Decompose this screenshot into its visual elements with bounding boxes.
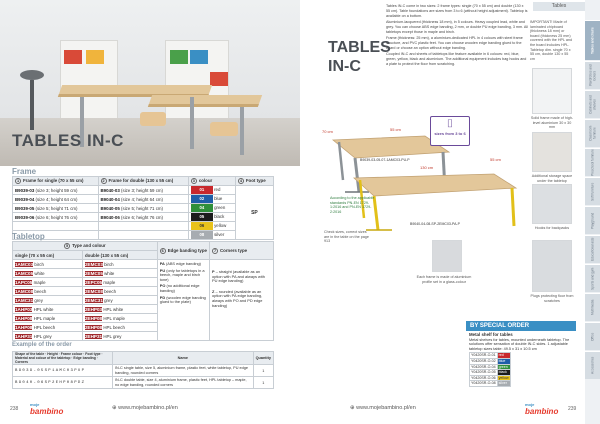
special-order-row: Y0420SR-O-06 yellow: [471, 375, 509, 380]
side-caption-2: Solid frame made of high-level aluminium 30 x 30 mm: [530, 116, 574, 130]
order-section-title: Example of the order: [12, 342, 72, 348]
bambino-logo-right[interactable]: moje bambino: [525, 402, 559, 416]
tabletop-row: 1AHP03 HPL white 2EHP03 HPL white: [13, 305, 274, 314]
photo-title: TABLES IN-C: [12, 131, 124, 150]
frame-row: B9039-03 (size 3; height 59 cm) B9040-03 (size 3; height 59 cm) 01 red SP: [13, 186, 274, 195]
single-table-code: B9039-03-05-07-1AMC03-PU-P: [360, 158, 410, 162]
special-order-product: Metal shelf for tables: [469, 332, 513, 337]
footer-url-right[interactable]: ⊕ www.mojebambino.pl/en: [350, 405, 416, 411]
tab-educational-aids[interactable]: Educational aids: [585, 235, 600, 263]
dimension-depth: 55 cm: [390, 127, 401, 132]
tabletop-row: 1AMC31 grey 2EMC31 grey: [13, 296, 274, 305]
profile-photo: [532, 68, 572, 114]
special-order-title: BY SPECIAL ORDER: [466, 321, 576, 331]
section-label: Tables: [533, 2, 585, 11]
special-order-row: Y0420SR-O-05 black: [470, 370, 511, 376]
special-order-row: Y0420SR-O-04 green: [470, 364, 511, 370]
tab-sports[interactable]: Sports and gym: [585, 264, 600, 292]
tab-accessories[interactable]: Accessories: [585, 351, 600, 379]
page-number-left: 238: [10, 406, 19, 412]
tabletop-row: 1AMC05 white 2EMC05 white: [13, 269, 274, 278]
bambino-logo[interactable]: moje bambino: [30, 402, 64, 416]
storage-photo: [532, 132, 572, 172]
page-title: TABLES IN-C: [328, 39, 391, 75]
category-tabs: [585, 0, 600, 424]
frame-profile-image: [432, 240, 462, 272]
special-order-box: [466, 321, 576, 401]
globe-icon: ⊕: [350, 405, 355, 411]
dimension-double-width: 130 cm: [420, 165, 434, 170]
tabletop-table: 5 Type and colour 6 Edge banding type 7 Corners type single (70 x 55 cm) double (130 x 55 cm) 1AMC03 birch 2EMC03 birch PA (ABS edge banding) PU (only for tabletops in a beech, maple and birch tone) PO (no additional edge banding) PD (wooden edge banding glued to the plate) P – straight (available as an option with PA and always with PU edge banding) Z – rounded (available as an option with PA edge banding, always with PO and PD edge banding) 1AMC05 white 2EMC05 white 1APC05 maple 2EPC05 maple 1AMC08 beech 2EMC08 beech 1AMC31 grey 2EMC31 grey 1AHP03 HPL white 2EHP03 HPL white 1AHP08 HPL maple 2EHP08 HPL maple 1AHP08 HPL beech 2EHP08 HPL beech 1AHP31 HPL grey 2EHP31 HPL grey: [12, 241, 274, 341]
standards-note: According to the applicable standards PN-EN 1729-1:2016 and PN-EN 1729-2:2016: [330, 196, 375, 214]
tab-tables-and-chairs[interactable]: Tables and chairs: [585, 20, 600, 60]
foot-type: SP: [235, 186, 273, 240]
size-badge: ⌷ sizes from 3 to 6: [430, 116, 470, 146]
side-caption-1: IMPORTANT! Made of laminated chipboard (thickness 18 mm) or board (thickness 25 mm) covered with the HPL and the board includes HPL. Tabletop dim. single 70 x 55 cm, double 130 x 55 cm: [530, 20, 573, 61]
tab-classroom[interactable]: Classroom furniture: [585, 119, 600, 147]
dimension-single-width: 70 cm: [322, 129, 333, 134]
frame-table: 1 Frame for single (70 x 55 cm) 2 Frame for double (130 x 55 cm) 3 colour 4 Foot type B9039-03 (size 3; height 59 cm) B9040-03 (size 3; height 59 cm) 01 red SP B9039-04 (size 4; height 64 cm) B9040-04 (size 4; height 64 cm) 02 blue B9039-05 (size 5; height 71 cm) B9040-05 (size 5; height 71 cm) 04 green B9039-06 (size 6; height 76 cm) B9040-06 (size 6; height 76 cm) 05 black 06 yellow 08 silver: [12, 176, 274, 240]
special-order-row: Y0420SR-O-02 blue: [470, 358, 511, 364]
right-page: [300, 0, 600, 424]
tab-cabinets[interactable]: Cabinets and shelves: [585, 90, 600, 118]
side-caption-4: Hooks for backpacks: [534, 226, 570, 230]
tab-wardrobes[interactable]: Wardrobes and lockers: [585, 61, 600, 89]
side-caption-5: Plugs protecting floor from scratches: [530, 294, 574, 303]
frame-row: B9039-05 (size 5; height 71 cm) B9040-05 (size 5; height 71 cm) 04 green: [13, 204, 274, 213]
globe-icon: ⊕: [112, 405, 117, 411]
tabletop-row: 1AMC08 beech 2EMC08 beech: [13, 287, 274, 296]
tab-preschool[interactable]: Preschool furniture: [585, 148, 600, 176]
frame-profile-caption: Each frame is made of aluminium profile set in a glass-colour: [416, 275, 472, 284]
tabletop-row: 1AHP08 HPL beech 2EHP08 HPL beech: [13, 323, 274, 332]
tabletop-section-title: Tabletop: [12, 232, 45, 241]
tabletop-row: 1AHP31 HPL grey 2EHP31 HPL grey: [13, 332, 274, 341]
description-bullets: Tables IN-C come in two sizes: 2 frame types: single (70 x 55 cm) and double (130 x 55 cm). Table foundations are sizes from 3 to 6 (without height adjustment). Tabletop is available on a bottom. Aluminium-lacquered (thickness 18 mm), in 5 colours. Heavy coupled lead, white and grey. You can choose ABS edge banding, 2 mm, or double PU edge banding, 3 mm. All tabletops except those in maple and birch. Frame (thickness: 25 mm), a aluminium-dedicated HPL in 4 colours with steel frame structure, and PVC plastic feet. You can choose wooden edge banding glued to the board or choose an option without edge banding. Coupled IN-C and sheets of tabletops like feature available in 6 colours: red, blue, green, yellow, black and aluminium. The additional equipment includes bag hooks and a plate to protect the floor from scratching.: [386, 4, 528, 66]
page-number-right: 239: [568, 406, 577, 412]
classroom-photo: [0, 0, 300, 166]
order-row: B9040-06SP2EHP08PDZ IN-C double table, size 4, aluminium frame, plastic feet, HPL tabletop – maple, no edge banding, rounded corners 1: [13, 377, 274, 389]
special-order-table: [469, 352, 511, 387]
footer-url-left[interactable]: ⊕ www.mojebambino.pl/en: [112, 405, 178, 411]
plugs-photo: [532, 240, 572, 292]
sizes-note: Check sizes, correct sizes are in the table on the page 913: [324, 230, 369, 244]
special-order-desc: Metal shelves for tables, mounted underneath tabletop. The solutions offer sensation of double IN-C sides. 1 adjustable tabletop sizes table: 49.5 x 31 x 10.5 cm: [469, 337, 570, 351]
tabletop-row: 1AHP08 HPL maple 2EHP08 HPL maple: [13, 314, 274, 323]
double-table-code: B9040-04-08-SP-2EMC03-PA-P: [410, 222, 460, 226]
tab-playground[interactable]: Playground: [585, 206, 600, 234]
dimension-double-depth: 55 cm: [490, 157, 501, 162]
tab-soft-furniture[interactable]: Soft furniture: [585, 177, 600, 205]
special-order-row: Y0420SR-O-01 red: [470, 353, 511, 359]
order-table: Shape of the table · Height · Frame colour · Foot type · Material and colour of the tabletop · Edge banding · Corners Name Quantity B9039-05SP1AMC03PUP IN-C single table, size 5, aluminium frame, plastic feet, white tabletop, PU edge banding, rounded corners 1 B9040-06SP2EHP08PDZ IN-C double table, size 4, aluminium frame, plastic feet, HPL tabletop – maple, no edge banding, rounded corners 1: [12, 351, 274, 389]
frame-row: B9039-04 (size 4; height 64 cm) B9040-04 (size 4; height 64 cm) 02 blue: [13, 195, 274, 204]
tab-multimedia[interactable]: Multimedia: [585, 293, 600, 321]
ruler-icon: ⌷: [446, 118, 454, 130]
hooks-photo: [532, 184, 572, 224]
tabletop-row: 1APC05 maple 2EPC05 maple: [13, 278, 274, 287]
tabletop-row: 1AMC03 birch 2EMC03 birch PA (ABS edge banding) PU (only for tabletops in a beech, maple and birch tone) PO (no additional edge banding) PD (wooden edge banding glued to the plate) P – straight (available as an option with PA and always with PU edge banding) Z – rounded (available as an option with PA edge banding, always with PO and PD edge banding): [13, 260, 274, 269]
frame-section-title: Frame: [12, 167, 37, 176]
order-row: B9039-05SP1AMC03PUP IN-C single table, size 5, aluminium frame, plastic feet, white tabletop, PU edge banding, rounded corners 1: [13, 365, 274, 377]
side-caption-3: Additional storage space under the tabletop: [531, 174, 573, 183]
frame-row: B9039-06 (size 6; height 76 cm) B9040-06 (size 6; height 76 cm) 05 black: [13, 213, 274, 222]
special-order-row: Y0420SR-O-08 silver: [470, 381, 511, 387]
tab-office[interactable]: Office: [585, 322, 600, 350]
